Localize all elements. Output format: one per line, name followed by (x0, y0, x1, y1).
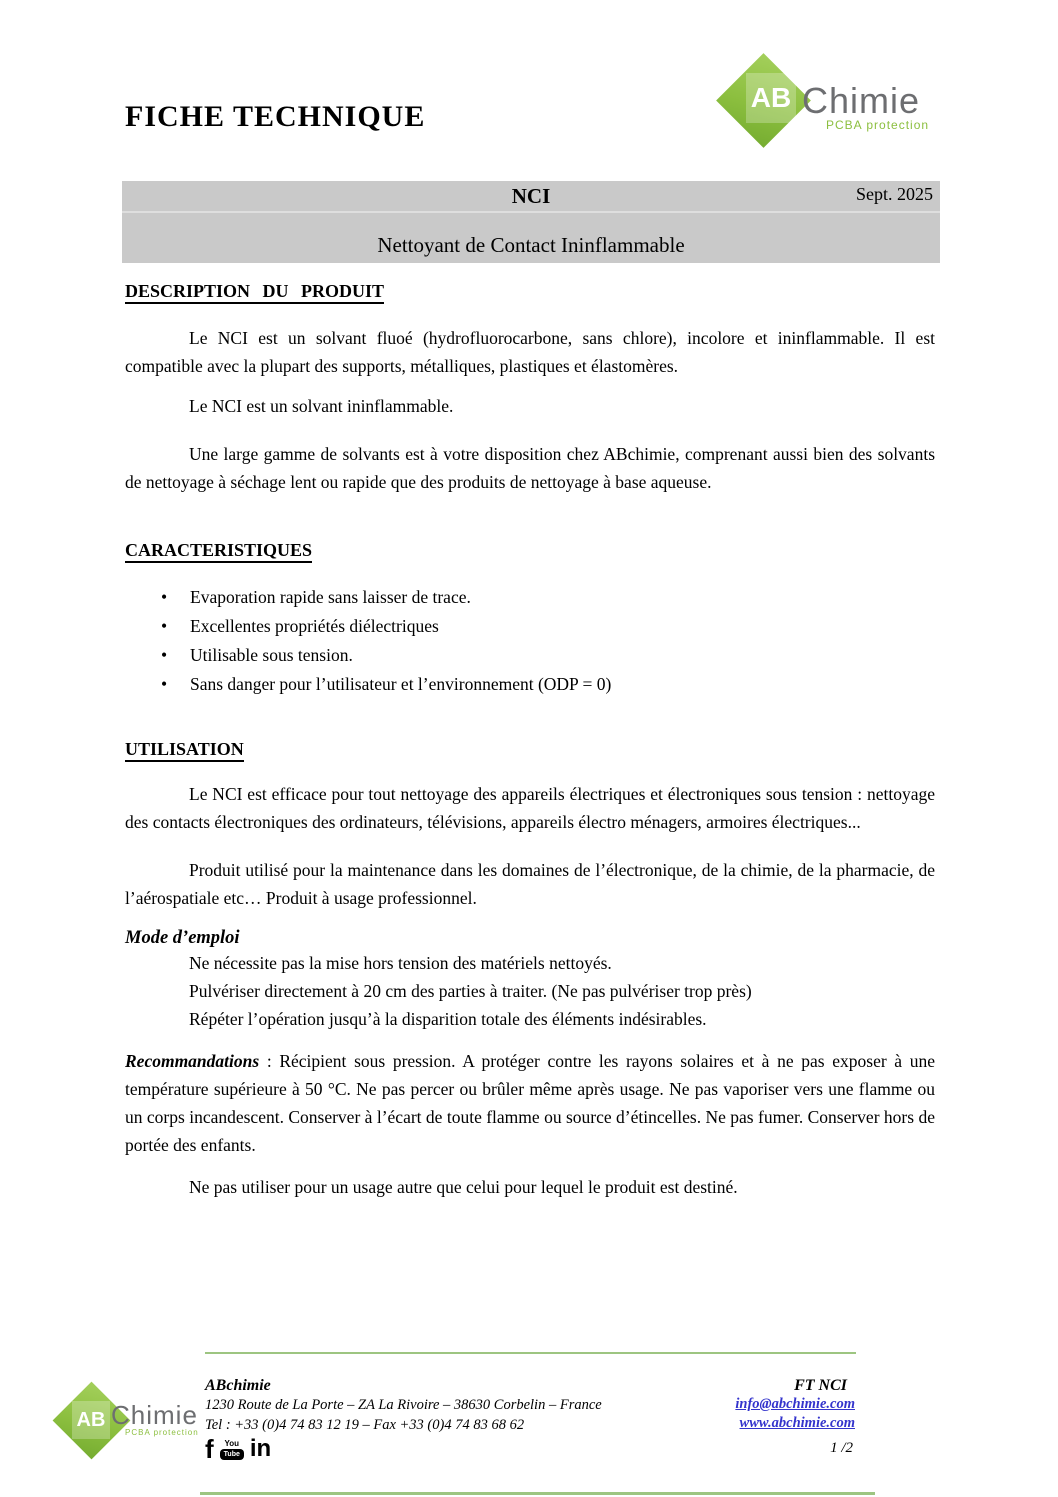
subheading-mode-emploi: Mode d’emploi (125, 928, 240, 948)
description-paragraph-1: Le NCI est un solvant fluoé (hydrofluorocarbone, sans chlore), incolore et ininflammable. Il est compatible avec la plupart des supports, métalliques, plastiques et élastomères. (125, 328, 935, 376)
footer-divider-line (205, 1352, 856, 1354)
product-code: NCI (511, 183, 551, 208)
recommandations-paragraph (125, 1047, 935, 1159)
abchimie-logo (716, 42, 941, 167)
product-header-bars (122, 181, 940, 263)
bottom-border-line (200, 1492, 875, 1495)
footer-address: 1230 Route de La Porte – ZA La Rivoire – 38630 Corbelin – France (205, 1397, 602, 1413)
utilisation-paragraph-1: Le NCI est efficace pour tout nettoyage des appareils électriques et électroniques sous tension : nettoyage des contacts électroniques des ordinateurs, télévisions, appareils électro ménagers, armoires électriques... (125, 784, 935, 832)
document-body (125, 281, 935, 1201)
page-title: FICHE TECHNIQUE (125, 100, 426, 133)
mode-emploi-line: Répéter l’opération jusqu’à la disparition totale des éléments indésirables. (189, 1009, 707, 1029)
list-item: • Utilisable sous tension. (125, 641, 935, 670)
section-heading-utilisation: UTILISATION (125, 739, 935, 760)
recommandations-label: Recommandations (125, 1051, 260, 1071)
section-heading-description: DESCRIPTION DU PRODUIT (125, 281, 935, 302)
list-item: • Sans danger pour l’utilisateur et l’environnement (ODP = 0) (125, 670, 935, 699)
footer-email-link[interactable]: info@abchimie.com (735, 1396, 855, 1412)
footer-doc-ref: FT NCI (794, 1377, 847, 1394)
list-item: • Evaporation rapide sans laisser de trace. (125, 583, 935, 612)
logo-brand-name: Chimie (802, 80, 921, 121)
utilisation-paragraph-2: Produit utilisé pour la maintenance dans les domaines de l’électronique, de la chimie, de la pharmacie, de l’aérospatiale etc… Produit à usage professionnel. (125, 860, 935, 908)
logo-tagline: PCBA protection (125, 1428, 199, 1437)
logo-ab-monogram: AB (72, 1401, 110, 1439)
section-heading-caracteristiques: CARACTERISTIQUES (125, 540, 935, 561)
revision-date: Sept. 2025 (855, 184, 933, 204)
caracteristiques-list (125, 583, 935, 699)
recommandations-text: : Récipient sous pression. A protéger contre les rayons solaires et à ne pas exposer à une température supérieure à 50 °C. Ne pas percer ou brûler même après usage. Ne pas vaporiser vers une flamme ou un corps incandescent. Conserver à l’écart de toute flamme ou source d’étincelles. Ne pas fumer. Conserver hors de portée des enfants. (125, 1051, 935, 1155)
product-name-bar (122, 213, 940, 263)
description-paragraph-2: Le NCI est un solvant ininflammable. (189, 396, 454, 416)
youtube-icon[interactable]: You Tube (220, 1440, 244, 1460)
footer-social-icons (205, 1434, 635, 1464)
footer-website-link[interactable]: www.abchimie.com (739, 1415, 855, 1431)
linkedin-icon[interactable]: in (249, 1435, 272, 1462)
list-item: • Excellentes propriétés diélectriques (125, 612, 935, 641)
mode-emploi-line: Ne nécessite pas la mise hors tension des matériels nettoyés. (189, 953, 612, 973)
logo-brand-name: Chimie (111, 1400, 198, 1430)
final-note: Ne pas utiliser pour un usage autre que celui pour lequel le produit est destiné. (189, 1177, 738, 1197)
footer-company-name: ABchimie (205, 1377, 271, 1394)
facebook-icon[interactable]: f (205, 1434, 214, 1464)
logo-ab-monogram: AB (746, 73, 796, 123)
mode-emploi-lines (125, 949, 935, 1033)
mode-emploi-line: Pulvériser directement à 20 cm des parties à traiter. (Ne pas pulvériser trop près) (189, 981, 752, 1001)
description-paragraph-3: Une large gamme de solvants est à votre disposition chez ABchimie, comprenant aussi bien des solvants de nettoyage à séchage lent ou rapide que des produits de nettoyage à base aqueuse. (125, 444, 935, 492)
logo-tagline: PCBA protection (826, 118, 930, 132)
footer-contact-block (205, 1377, 635, 1464)
product-code-bar (122, 181, 940, 211)
footer-tel-fax: Tel : +33 (0)4 74 83 12 19 – Fax +33 (0)4 74 83 68 62 (205, 1417, 525, 1433)
footer-reference-block (595, 1377, 855, 1433)
page-number: 1 /2 (830, 1440, 853, 1456)
product-name: Nettoyant de Contact Ininflammable (377, 233, 685, 257)
abchimie-footer-logo (55, 1376, 205, 1466)
